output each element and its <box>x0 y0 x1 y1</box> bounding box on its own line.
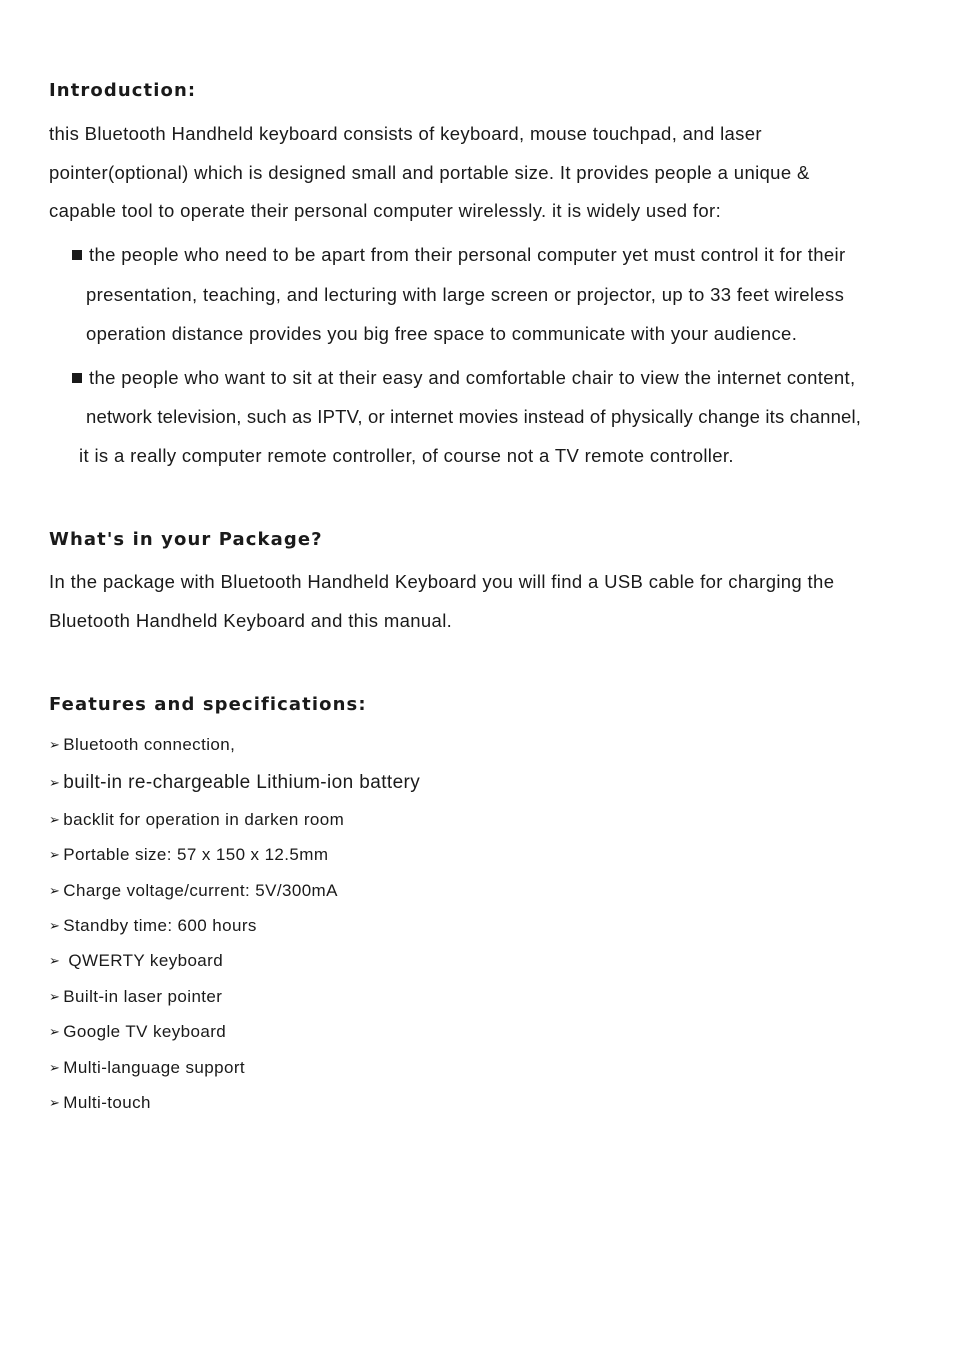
use-bullet-2-line-1: the people who want to sit at their easy and comfortable chair to view the internet content, <box>72 367 855 389</box>
features-heading: Features and specifications: <box>49 694 367 715</box>
intro-heading: Introduction: <box>49 80 197 101</box>
arrow-bullet-icon: ➢ <box>49 813 61 828</box>
arrow-bullet-icon: ➢ <box>49 848 61 863</box>
feature-item: ➢ Portable size: 57 x 150 x 12.5mm <box>49 845 329 864</box>
feature-item: ➢ Multi-touch <box>49 1093 151 1112</box>
feature-item: ➢ Standby time: 600 hours <box>49 916 257 935</box>
arrow-bullet-icon: ➢ <box>49 738 61 753</box>
package-line-1: In the package with Bluetooth Handheld Keyboard you will find a USB cable for charging the <box>49 571 835 592</box>
arrow-bullet-icon: ➢ <box>49 1061 61 1076</box>
feature-item: ➢ QWERTY keyboard <box>49 951 224 970</box>
feature-item: ➢ Multi-language support <box>49 1058 246 1077</box>
feature-item: ➢ Bluetooth connection, <box>49 735 236 754</box>
feature-item: ➢ Charge voltage/current: 5V/300mA <box>49 881 338 900</box>
arrow-bullet-icon: ➢ <box>49 884 61 899</box>
use-bullet-2-line-3: it is a really computer remote controller, of course not a TV remote controller. <box>79 445 734 466</box>
arrow-bullet-icon: ➢ <box>49 1025 61 1040</box>
feature-item: ➢ Built-in laser pointer <box>49 987 223 1006</box>
arrow-bullet-icon: ➢ <box>49 1096 61 1111</box>
feature-item: ➢ built-in re-chargeable Lithium-ion battery <box>49 772 421 793</box>
use-bullet-1-line-3: operation distance provides you big free space to communicate with your audience. <box>86 323 798 344</box>
square-bullet-icon <box>72 373 82 383</box>
feature-item: ➢ backlit for operation in darken room <box>49 810 345 829</box>
arrow-bullet-icon: ➢ <box>49 954 61 969</box>
arrow-bullet-icon: ➢ <box>49 776 61 791</box>
package-heading: What's in your Package? <box>49 529 323 550</box>
use-bullet-1-line-1: the people who need to be apart from their personal computer yet must control it for their <box>72 244 845 266</box>
arrow-bullet-icon: ➢ <box>49 919 61 934</box>
use-bullet-1-line-2: presentation, teaching, and lecturing with large screen or projector, up to 33 feet wireless <box>86 284 845 305</box>
intro-line-2: pointer(optional) which is designed small and portable size. It provides people a unique & <box>49 162 810 183</box>
use-bullet-2-line-2: network television, such as IPTV, or internet movies instead of physically change its channel, <box>86 406 862 427</box>
feature-item: ➢ Google TV keyboard <box>49 1022 227 1041</box>
intro-line-1: this Bluetooth Handheld keyboard consists of keyboard, mouse touchpad, and laser <box>49 123 762 144</box>
intro-line-3: capable tool to operate their personal computer wirelessly. it is widely used for: <box>49 200 722 221</box>
square-bullet-icon <box>72 250 82 260</box>
arrow-bullet-icon: ➢ <box>49 990 61 1005</box>
package-line-2: Bluetooth Handheld Keyboard and this manual. <box>49 610 453 631</box>
